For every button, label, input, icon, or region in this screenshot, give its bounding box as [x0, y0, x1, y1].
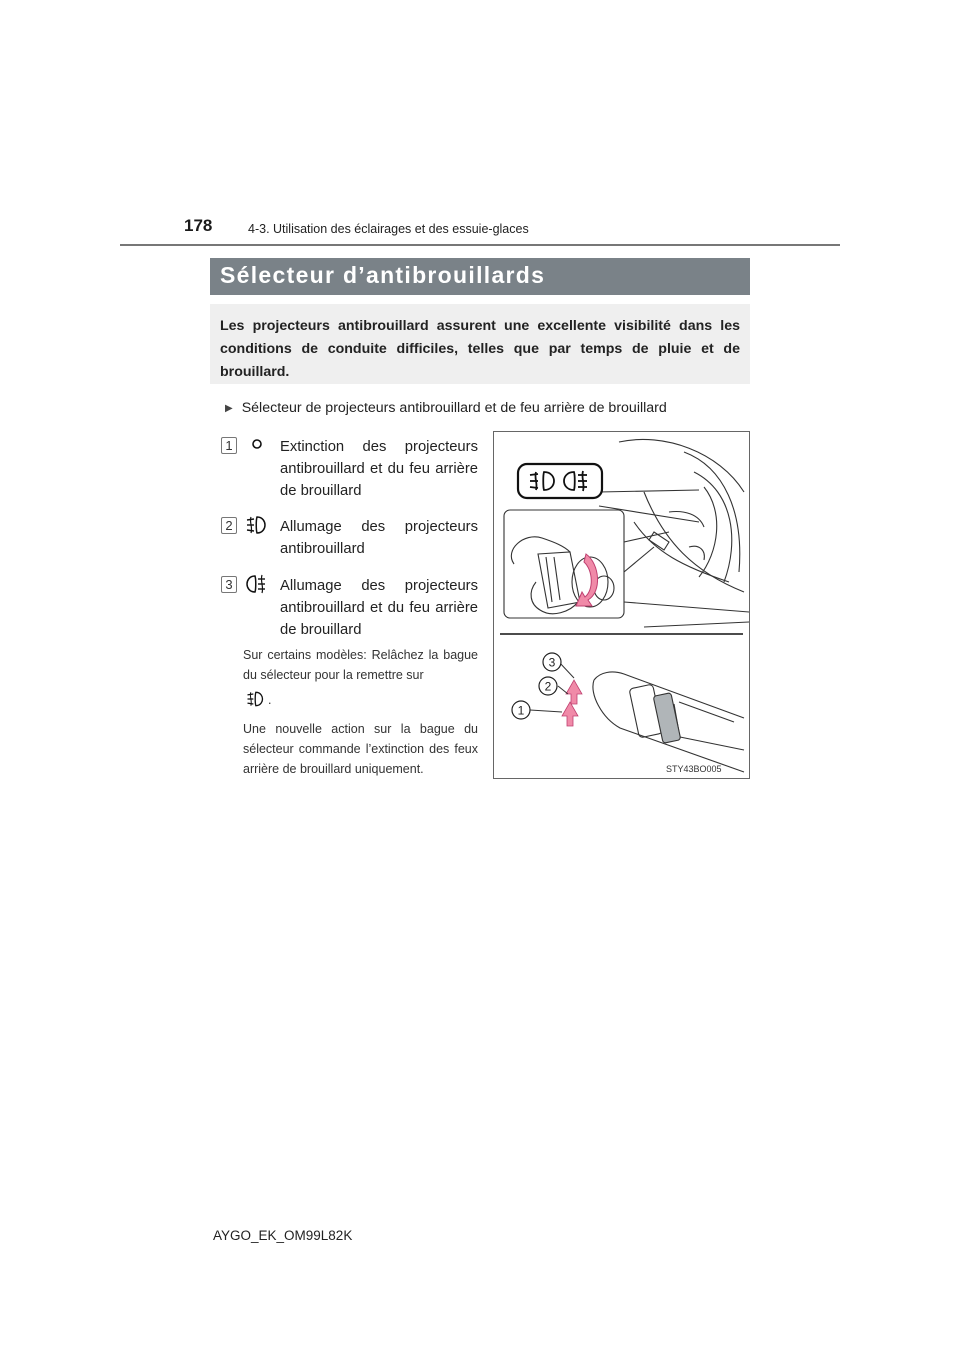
front-fog-light-icon	[244, 514, 268, 536]
item-text-1: Extinction des projecteurs antibrouillard et du feu arrière de brouillard	[280, 439, 478, 499]
item-number-1: 1	[221, 437, 237, 454]
callout-3: 3	[548, 655, 556, 670]
header-divider	[120, 244, 840, 246]
note-return: Sur certains modèles: Relâchez la bague du sélecteur pour la remettre sur	[243, 648, 478, 682]
item-text-3: Allumage des projecteurs antibrouillard et du feu arrière de brouillard	[280, 578, 478, 638]
callout-1: 1	[517, 703, 525, 718]
document-code: AYGO_EK_OM99L82K	[213, 1228, 353, 1243]
intro-box: Les projecteurs antibrouillard assurent une excellente visibilité dans les conditions de conduite difficiles, telles que par temps de pluie et de brouillard.	[210, 304, 750, 384]
note-rear-fog-off: Une nouvelle action sur la bague du sélecteur commande l’extinction des feux arrière de brouillard uniquement.	[243, 722, 478, 776]
front-fog-light-icon	[245, 689, 265, 709]
callout-2: 2	[544, 679, 552, 694]
triangle-bullet-icon: ▶	[225, 403, 233, 414]
item-text-2: Allumage des projecteurs antibrouillard	[280, 519, 478, 557]
item-number-2: 2	[221, 517, 237, 534]
illustration-drawing	[494, 432, 749, 778]
page-number: 178	[184, 216, 213, 235]
chapter-title: 4-3. Utilisation des éclairages et des essuie-glaces	[248, 222, 529, 236]
sub-heading	[225, 400, 667, 416]
item-number-3: 3	[221, 576, 237, 593]
illustration-code: STY43BO005	[666, 764, 722, 774]
front-rear-fog-light-icon	[244, 573, 268, 595]
sub-heading-text: Sélecteur de projecteurs antibrouillard et de feu arrière de brouillard	[241, 400, 667, 416]
fog-light-switch-illustration	[493, 431, 750, 779]
off-circle-icon	[245, 436, 269, 458]
note-return-end: .	[268, 693, 272, 707]
section-title: Sélecteur d’antibrouillards	[210, 258, 750, 295]
